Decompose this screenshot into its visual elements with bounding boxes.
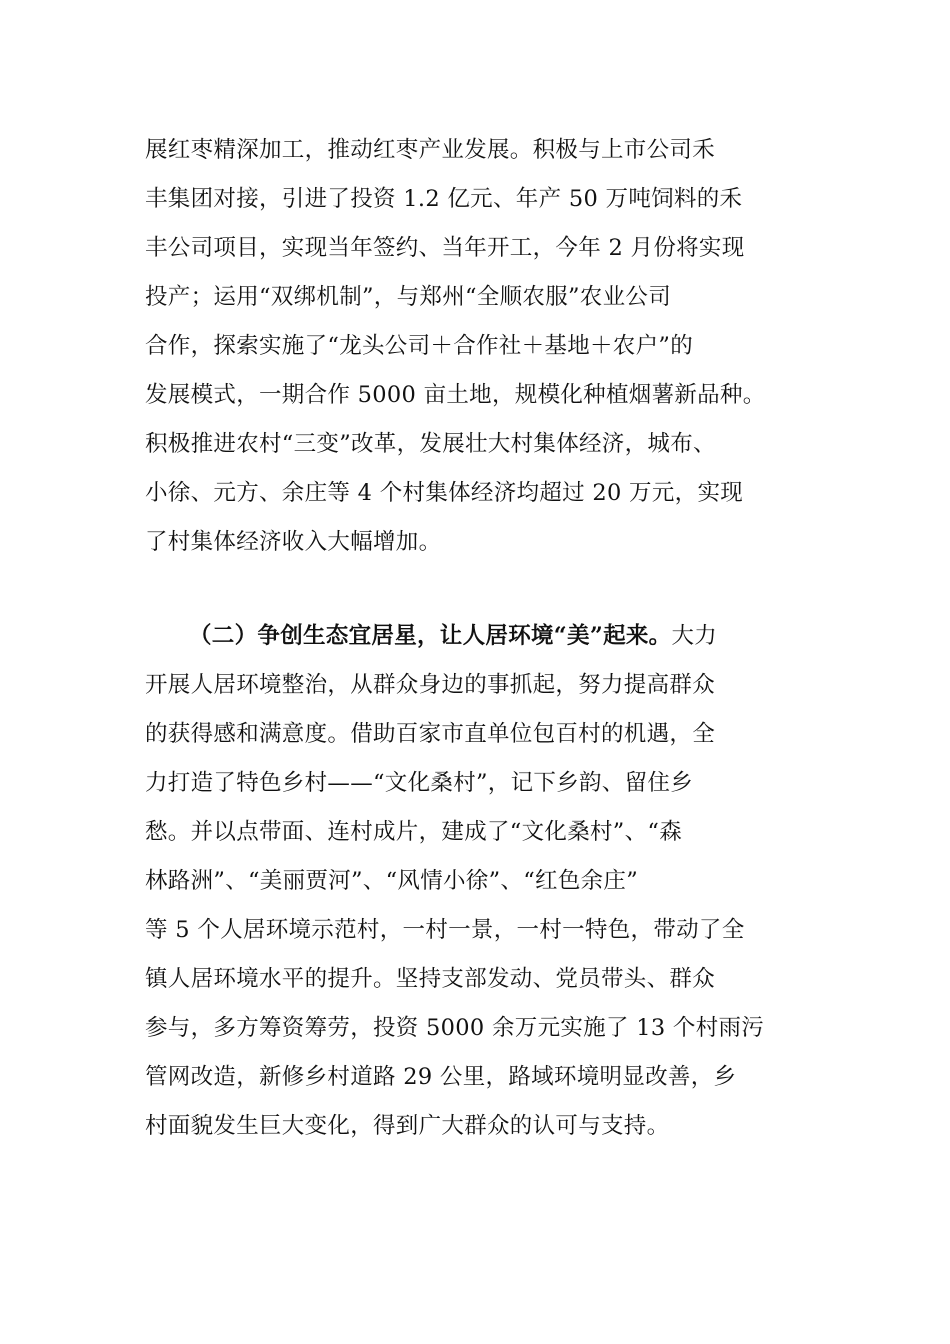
text-line: 展红枣精深加工，推动红枣产业发展。积极与上市公司禾: [145, 137, 716, 163]
text-line: 参与，多方筹资筹劳，投资 5000 余万元实施了 13 个村雨污: [145, 1015, 765, 1041]
text-line: 丰公司项目，实现当年签约、当年开工，今年 2 月份将实现: [145, 235, 745, 261]
text-line: 愁。并以点带面、连村成片，建成了“文化桑村”、“森: [145, 819, 683, 845]
text-line: 开展人居环境整治，从群众身边的事抓起，努力提高群众: [145, 672, 716, 698]
text-line: 丰集团对接，引进了投资 1.2 亿元、年产 50 万吨饲料的禾: [145, 186, 743, 212]
text-line: 等 5 个人居环境示范村，一村一景，一村一特色，带动了全: [145, 917, 745, 943]
text-line: 合作，探索实施了“龙头公司＋合作社＋基地＋农户”的: [145, 333, 694, 359]
text-line: 镇人居环境水平的提升。坚持支部发动、党员带头、群众: [145, 966, 716, 992]
text-line: 林路洲”、“美丽贾河”、“风情小徐”、“红色余庄”: [145, 868, 639, 894]
text-line: 发展模式，一期合作 5000 亩土地，规模化种植烟薯新品种。: [145, 382, 766, 408]
paragraph-ecological-livability: [145, 612, 825, 1151]
heading-continuation: 大力: [671, 623, 718, 649]
text-line: 力打造了特色乡村——“文化桑村”，记下乡韵、留住乡: [145, 770, 694, 796]
text-line: 了村集体经济收入大幅增加。: [145, 529, 442, 555]
text-line-first: [145, 612, 825, 661]
text-line: 投产；运用“双绑机制”，与郑州“全顺农服”农业公司: [145, 284, 672, 310]
text-line: 小徐、元方、余庄等 4 个村集体经济均超过 20 万元，实现: [145, 480, 744, 506]
section-heading: （二）争创生态宜居星，让人居环境“美”起来。: [189, 623, 672, 649]
text-line: 积极推进农村“三变”改革，发展壮大村集体经济，城布、: [145, 431, 716, 457]
text-line: 管网改造，新修乡村道路 29 公里，路域环境明显改善，乡: [145, 1064, 737, 1090]
text-line: 村面貌发生巨大变化，得到广大群众的认可与支持。: [145, 1113, 670, 1139]
text-line: 的获得感和满意度。借助百家市直单位包百村的机遇，全: [145, 721, 716, 747]
paragraph-industry-development: [145, 126, 825, 567]
